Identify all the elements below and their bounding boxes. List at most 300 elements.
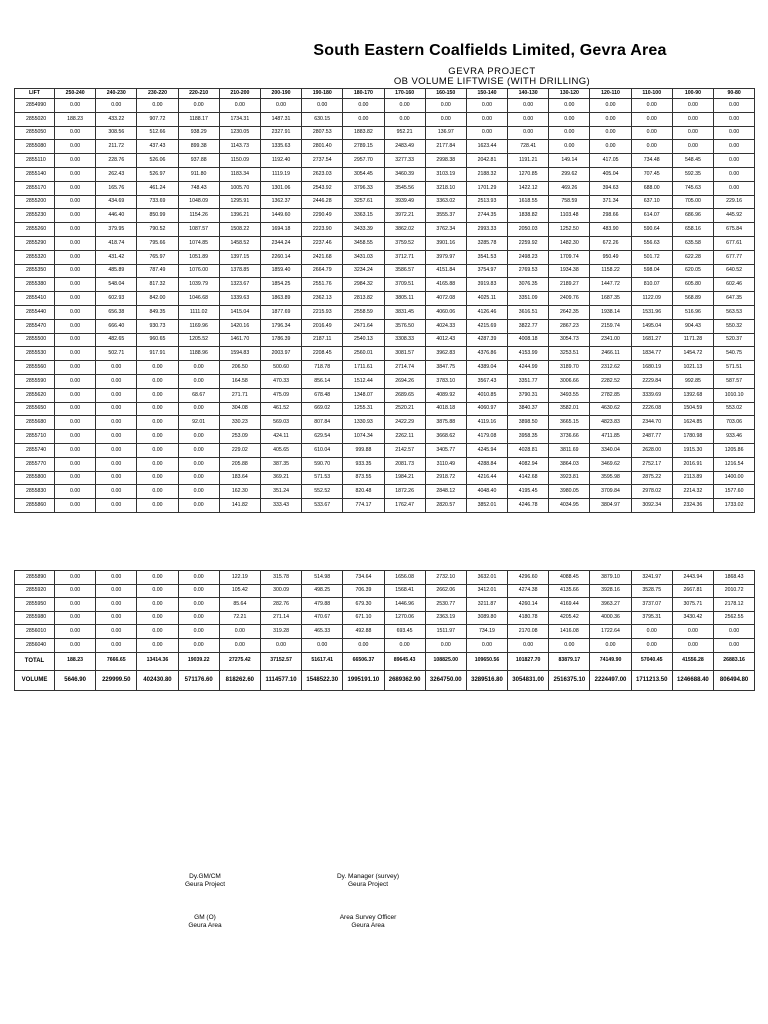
value-cell: 228.76 xyxy=(96,154,137,168)
value-cell: 424.11 xyxy=(260,430,301,444)
lift-cell: 2855080 xyxy=(15,140,55,154)
value-cell: 999.88 xyxy=(343,443,384,457)
value-cell: 0.00 xyxy=(466,112,507,126)
value-cell: 656.38 xyxy=(96,305,137,319)
lift-cell: 2855710 xyxy=(15,430,55,444)
value-cell: 0.00 xyxy=(631,638,672,652)
value-cell: 733.69 xyxy=(137,195,178,209)
table-row xyxy=(15,611,755,625)
value-cell: 3862.02 xyxy=(384,223,425,237)
value-cell: 3963.27 xyxy=(590,598,631,612)
column-header: 180-170 xyxy=(343,89,384,99)
value-cell: 2177.84 xyxy=(425,140,466,154)
value-cell: 85.64 xyxy=(219,598,260,612)
value-cell: 0.00 xyxy=(96,638,137,652)
value-cell: 2229.84 xyxy=(631,374,672,388)
value-cell: 0.00 xyxy=(55,499,96,513)
value-cell: 4072.08 xyxy=(425,292,466,306)
value-cell: 3110.49 xyxy=(425,457,466,471)
lift-cell: 2855920 xyxy=(15,584,55,598)
value-cell: 2466.11 xyxy=(590,347,631,361)
value-cell: 0.00 xyxy=(96,402,137,416)
value-cell: 0.00 xyxy=(425,638,466,652)
column-header: 140-130 xyxy=(508,89,549,99)
signature-area-survey-officer xyxy=(318,914,418,931)
value-cell: 3493.55 xyxy=(549,388,590,402)
value-cell: 1330.93 xyxy=(343,416,384,430)
value-cell: 387.35 xyxy=(260,457,301,471)
value-cell: 1122.09 xyxy=(631,292,672,306)
value-cell: 1246688.40 xyxy=(672,670,713,690)
value-cell: 1461.70 xyxy=(219,333,260,347)
lift-cell: 2855560 xyxy=(15,361,55,375)
value-cell: 0.00 xyxy=(55,571,96,585)
value-cell: 68.67 xyxy=(178,388,219,402)
value-cell: 3901.16 xyxy=(425,236,466,250)
value-cell: 3979.97 xyxy=(425,250,466,264)
value-cell: 1449.60 xyxy=(260,209,301,223)
value-cell: 2551.76 xyxy=(302,278,343,292)
lift-cell: 2855380 xyxy=(15,278,55,292)
value-cell: 0.00 xyxy=(55,638,96,652)
value-cell: 2694.26 xyxy=(384,374,425,388)
value-cell: 592.35 xyxy=(672,167,713,181)
value-cell: 315.78 xyxy=(260,571,301,585)
value-cell: 1446.96 xyxy=(384,598,425,612)
value-cell: 748.43 xyxy=(178,181,219,195)
value-cell: 2446.28 xyxy=(302,195,343,209)
volume-table-top xyxy=(14,88,755,513)
value-cell: 89645.43 xyxy=(384,652,425,670)
value-cell: 2560.01 xyxy=(343,347,384,361)
value-cell: 1392.68 xyxy=(672,388,713,402)
value-cell: 3582.01 xyxy=(549,402,590,416)
value-cell: 3234.24 xyxy=(343,264,384,278)
value-cell: 4142.68 xyxy=(508,471,549,485)
table-row xyxy=(15,319,755,333)
value-cell: 635.58 xyxy=(672,236,713,250)
value-cell: 0.00 xyxy=(714,625,755,639)
value-cell: 2159.74 xyxy=(590,319,631,333)
value-cell: 0.00 xyxy=(384,638,425,652)
volume-table-bottom xyxy=(14,570,755,691)
value-cell: 1624.85 xyxy=(672,416,713,430)
value-cell: 470.33 xyxy=(260,374,301,388)
value-cell: 4376.86 xyxy=(466,347,507,361)
value-cell: 1420.16 xyxy=(219,319,260,333)
value-cell: 445.92 xyxy=(714,209,755,223)
value-cell: 571176.60 xyxy=(178,670,219,690)
value-cell: 475.09 xyxy=(260,388,301,402)
value-cell: 3972.21 xyxy=(384,209,425,223)
value-cell: 856.14 xyxy=(302,374,343,388)
value-cell: 3616.51 xyxy=(508,305,549,319)
value-cell: 2984.32 xyxy=(343,278,384,292)
column-header: 220-210 xyxy=(178,89,219,99)
value-cell: 556.63 xyxy=(631,236,672,250)
volume-row xyxy=(15,670,755,690)
value-cell: 2558.59 xyxy=(343,305,384,319)
value-cell: 319.28 xyxy=(260,625,301,639)
value-cell: 0.00 xyxy=(55,278,96,292)
value-cell: 183.64 xyxy=(219,471,260,485)
value-cell: 0.00 xyxy=(631,140,672,154)
value-cell: 553.02 xyxy=(714,402,755,416)
value-cell: 0.00 xyxy=(178,638,219,652)
value-cell: 0.00 xyxy=(590,112,631,126)
value-cell: 4823.83 xyxy=(590,416,631,430)
value-cell: 937.88 xyxy=(178,154,219,168)
value-cell: 0.00 xyxy=(672,638,713,652)
value-cell: 1111.02 xyxy=(178,305,219,319)
value-cell: 0.00 xyxy=(178,625,219,639)
signature-place: Geura Project xyxy=(347,881,389,889)
value-cell: 27275.42 xyxy=(219,652,260,670)
value-cell: 1984.21 xyxy=(384,471,425,485)
value-cell: 405.04 xyxy=(590,167,631,181)
table-row xyxy=(15,584,755,598)
value-cell: 0.00 xyxy=(137,638,178,652)
value-cell: 0.00 xyxy=(508,99,549,113)
value-cell: 3089.80 xyxy=(466,611,507,625)
value-cell: 2178.12 xyxy=(714,598,755,612)
value-cell: 0.00 xyxy=(631,625,672,639)
value-cell: 933.46 xyxy=(714,430,755,444)
value-cell: 1618.55 xyxy=(508,195,549,209)
lift-cell: 2855650 xyxy=(15,402,55,416)
value-cell: 1512.44 xyxy=(343,374,384,388)
value-cell: 705.00 xyxy=(672,195,713,209)
value-cell: 842.00 xyxy=(137,292,178,306)
value-cell: 647.35 xyxy=(714,292,755,306)
value-cell: 2170.08 xyxy=(508,625,549,639)
value-cell: 2344.70 xyxy=(631,416,672,430)
table-row xyxy=(15,333,755,347)
value-cell: 4274.38 xyxy=(508,584,549,598)
value-cell: 3567.43 xyxy=(466,374,507,388)
value-cell: 0.00 xyxy=(549,99,590,113)
value-cell: 0.00 xyxy=(219,625,260,639)
signature-title: GM (O) xyxy=(194,914,216,921)
row-label-cell: VOLUME xyxy=(15,670,55,690)
value-cell: 2003.97 xyxy=(260,347,301,361)
value-cell: 1378.85 xyxy=(219,264,260,278)
value-cell: 938.29 xyxy=(178,126,219,140)
value-cell: 0.00 xyxy=(55,250,96,264)
value-cell: 0.00 xyxy=(137,598,178,612)
value-cell: 3822.77 xyxy=(508,319,549,333)
value-cell: 3430.42 xyxy=(672,611,713,625)
value-cell: 3433.39 xyxy=(343,223,384,237)
lift-cell: 2855830 xyxy=(15,485,55,499)
table-row xyxy=(15,416,755,430)
value-cell: 371.34 xyxy=(590,195,631,209)
value-cell: 3852.01 xyxy=(466,499,507,513)
value-cell: 1733.02 xyxy=(714,499,755,513)
value-cell: 0.00 xyxy=(178,571,219,585)
value-cell: 1158.22 xyxy=(590,264,631,278)
value-cell: 2142.57 xyxy=(384,443,425,457)
value-cell: 590.70 xyxy=(302,457,343,471)
value-cell: 333.43 xyxy=(260,499,301,513)
value-cell: 3092.34 xyxy=(631,499,672,513)
value-cell: 1548522.30 xyxy=(302,670,343,690)
lift-cell: 2855170 xyxy=(15,181,55,195)
value-cell: 262.43 xyxy=(96,167,137,181)
value-cell: 1796.34 xyxy=(260,319,301,333)
value-cell: 0.00 xyxy=(137,402,178,416)
column-header: 150-140 xyxy=(466,89,507,99)
value-cell: 0.00 xyxy=(178,471,219,485)
value-cell: 0.00 xyxy=(55,443,96,457)
lift-cell: 2855890 xyxy=(15,571,55,585)
value-cell: 0.00 xyxy=(137,471,178,485)
value-cell: 0.00 xyxy=(137,430,178,444)
value-cell: 19039.22 xyxy=(178,652,219,670)
value-cell: 4151.84 xyxy=(425,264,466,278)
value-cell: 3103.19 xyxy=(425,167,466,181)
value-cell: 533.67 xyxy=(302,499,343,513)
value-cell: 434.69 xyxy=(96,195,137,209)
table-row xyxy=(15,126,755,140)
column-header: 120-110 xyxy=(590,89,631,99)
value-cell: 2471.64 xyxy=(343,319,384,333)
value-cell: 2918.72 xyxy=(425,471,466,485)
value-cell: 3665.15 xyxy=(549,416,590,430)
value-cell: 688.00 xyxy=(631,181,672,195)
column-header: 100-90 xyxy=(672,89,713,99)
value-cell: 1454.72 xyxy=(672,347,713,361)
value-cell: 672.26 xyxy=(590,236,631,250)
value-cell: 3754.97 xyxy=(466,264,507,278)
value-cell: 0.00 xyxy=(137,584,178,598)
lift-cell: 2855350 xyxy=(15,264,55,278)
value-cell: 1508.22 xyxy=(219,223,260,237)
value-cell: 105.42 xyxy=(219,584,260,598)
value-cell: 548.45 xyxy=(672,154,713,168)
value-cell: 1762.47 xyxy=(384,499,425,513)
value-cell: 512.66 xyxy=(137,126,178,140)
value-cell: 0.00 xyxy=(137,99,178,113)
value-cell: 1154.26 xyxy=(178,209,219,223)
table-row xyxy=(15,209,755,223)
value-cell: 3363.02 xyxy=(425,195,466,209)
value-cell: 1103.48 xyxy=(549,209,590,223)
value-cell: 0.00 xyxy=(137,499,178,513)
value-cell: 669.02 xyxy=(302,402,343,416)
value-cell: 92.01 xyxy=(178,416,219,430)
value-cell: 72.21 xyxy=(219,611,260,625)
column-header: 130-120 xyxy=(549,89,590,99)
value-cell: 602.93 xyxy=(96,292,137,306)
value-cell: 0.00 xyxy=(508,126,549,140)
value-cell: 1859.40 xyxy=(260,264,301,278)
value-cell: 0.00 xyxy=(384,99,425,113)
value-cell: 734.64 xyxy=(343,571,384,585)
value-cell: 4288.84 xyxy=(466,457,507,471)
value-cell: 1339.63 xyxy=(219,292,260,306)
value-cell: 0.00 xyxy=(343,112,384,126)
value-cell: 3804.97 xyxy=(590,499,631,513)
value-cell: 2188.32 xyxy=(466,167,507,181)
value-cell: 1188.17 xyxy=(178,112,219,126)
value-cell: 26883.16 xyxy=(714,652,755,670)
value-cell: 229999.50 xyxy=(96,670,137,690)
project-name: GEVRA PROJECT xyxy=(448,66,536,77)
value-cell: 0.00 xyxy=(178,443,219,457)
value-cell: 552.52 xyxy=(302,485,343,499)
value-cell: 620.05 xyxy=(672,264,713,278)
value-cell: 0.00 xyxy=(714,112,755,126)
value-cell: 1694.18 xyxy=(260,223,301,237)
value-cell: 952.21 xyxy=(384,126,425,140)
value-cell: 2260.14 xyxy=(260,250,301,264)
value-cell: 0.00 xyxy=(219,99,260,113)
value-cell: 1834.77 xyxy=(631,347,672,361)
value-cell: 74149.90 xyxy=(590,652,631,670)
value-cell: 1397.15 xyxy=(219,250,260,264)
lift-cell: 2855500 xyxy=(15,333,55,347)
value-cell: 2422.29 xyxy=(384,416,425,430)
value-cell: 3253.51 xyxy=(549,347,590,361)
value-cell: 0.00 xyxy=(549,126,590,140)
value-cell: 299.62 xyxy=(549,167,590,181)
lift-cell: 2855620 xyxy=(15,388,55,402)
table-row xyxy=(15,140,755,154)
value-cell: 2813.82 xyxy=(343,292,384,306)
value-cell: 308.56 xyxy=(96,126,137,140)
value-cell: 0.00 xyxy=(96,99,137,113)
value-cell: 807.84 xyxy=(302,416,343,430)
value-cell: 0.00 xyxy=(55,264,96,278)
value-cell: 3576.50 xyxy=(384,319,425,333)
value-cell: 598.04 xyxy=(631,264,672,278)
value-cell: 0.00 xyxy=(714,181,755,195)
value-cell: 526.97 xyxy=(137,167,178,181)
value-cell: 0.00 xyxy=(425,99,466,113)
value-cell: 1119.19 xyxy=(260,167,301,181)
value-cell: 4711.85 xyxy=(590,430,631,444)
value-cell: 3939.49 xyxy=(384,195,425,209)
value-cell: 0.00 xyxy=(55,611,96,625)
value-cell: 3962.83 xyxy=(425,347,466,361)
value-cell: 2282.52 xyxy=(590,374,631,388)
value-cell: 431.42 xyxy=(96,250,137,264)
value-cell: 1415.04 xyxy=(219,305,260,319)
value-cell: 0.00 xyxy=(96,457,137,471)
value-cell: 3469.62 xyxy=(590,457,631,471)
value-cell: 1656.08 xyxy=(384,571,425,585)
value-cell: 718.78 xyxy=(302,361,343,375)
value-cell: 0.00 xyxy=(96,571,137,585)
value-cell: 1786.39 xyxy=(260,333,301,347)
table-row xyxy=(15,499,755,513)
value-cell: 0.00 xyxy=(137,416,178,430)
value-cell: 686.96 xyxy=(672,209,713,223)
value-cell: 3783.10 xyxy=(425,374,466,388)
value-cell: 2737.54 xyxy=(302,154,343,168)
value-cell: 3054.45 xyxy=(343,167,384,181)
value-cell: 787.49 xyxy=(137,264,178,278)
value-cell: 1915.30 xyxy=(672,443,713,457)
value-cell: 37152.57 xyxy=(260,652,301,670)
value-cell: 0.00 xyxy=(96,361,137,375)
value-cell: 0.00 xyxy=(137,457,178,471)
value-cell: 0.00 xyxy=(137,361,178,375)
column-header: 240-230 xyxy=(96,89,137,99)
value-cell: 3586.57 xyxy=(384,264,425,278)
value-cell: 0.00 xyxy=(178,584,219,598)
table-row xyxy=(15,388,755,402)
value-cell: 2042.81 xyxy=(466,154,507,168)
value-cell: 0.00 xyxy=(302,638,343,652)
value-cell: 0.00 xyxy=(425,112,466,126)
value-cell: 2520.21 xyxy=(384,402,425,416)
value-cell: 109650.56 xyxy=(466,652,507,670)
value-cell: 0.00 xyxy=(96,584,137,598)
value-cell: 0.00 xyxy=(55,140,96,154)
value-cell: 0.00 xyxy=(55,181,96,195)
value-cell: 587.57 xyxy=(714,374,755,388)
table-row xyxy=(15,167,755,181)
value-cell: 461.24 xyxy=(137,181,178,195)
value-cell: 678.48 xyxy=(302,388,343,402)
value-cell: 3632.01 xyxy=(466,571,507,585)
value-cell: 2513.93 xyxy=(466,195,507,209)
value-cell: 0.00 xyxy=(55,305,96,319)
value-cell: 4260.14 xyxy=(508,598,549,612)
value-cell: 0.00 xyxy=(96,625,137,639)
value-cell: 4180.78 xyxy=(508,611,549,625)
value-cell: 298.66 xyxy=(590,209,631,223)
value-cell: 229.16 xyxy=(714,195,755,209)
value-cell: 1680.19 xyxy=(631,361,672,375)
value-cell: 162.30 xyxy=(219,485,260,499)
value-cell: 3847.75 xyxy=(425,361,466,375)
value-cell: 479.88 xyxy=(302,598,343,612)
value-cell: 2732.10 xyxy=(425,571,466,585)
value-cell: 0.00 xyxy=(96,611,137,625)
value-cell: 1854.25 xyxy=(260,278,301,292)
value-cell: 1048.09 xyxy=(178,195,219,209)
value-cell: 0.00 xyxy=(549,638,590,652)
value-cell: 2752.17 xyxy=(631,457,672,471)
table-row xyxy=(15,195,755,209)
value-cell: 3831.45 xyxy=(384,305,425,319)
table-header-row xyxy=(15,89,755,99)
value-cell: 2224497.00 xyxy=(590,670,631,690)
value-cell: 765.97 xyxy=(137,250,178,264)
value-cell: 1171.28 xyxy=(672,333,713,347)
value-cell: 0.00 xyxy=(714,140,755,154)
value-cell: 2327.91 xyxy=(260,126,301,140)
value-cell: 1301.06 xyxy=(260,181,301,195)
value-cell: 253.09 xyxy=(219,430,260,444)
value-cell: 790.52 xyxy=(137,223,178,237)
table-row xyxy=(15,598,755,612)
signature-place: Geura Area xyxy=(351,922,385,930)
value-cell: 960.65 xyxy=(137,333,178,347)
lift-cell: 2854990 xyxy=(15,99,55,113)
value-cell: 0.00 xyxy=(178,499,219,513)
lift-cell: 2855860 xyxy=(15,499,55,513)
value-cell: 568.89 xyxy=(672,292,713,306)
value-cell: 1722.64 xyxy=(590,625,631,639)
value-cell: 2820.57 xyxy=(425,499,466,513)
value-cell: 1188.96 xyxy=(178,347,219,361)
value-cell: 0.00 xyxy=(672,99,713,113)
value-cell: 3709.84 xyxy=(590,485,631,499)
